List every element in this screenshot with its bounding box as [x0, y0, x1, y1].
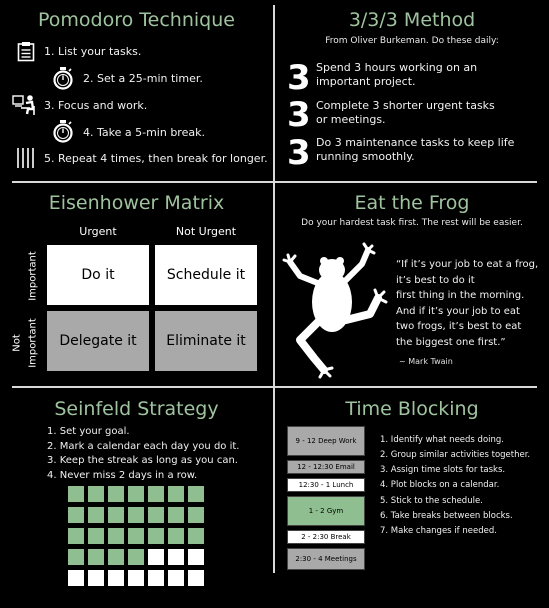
method333-item-3	[316, 136, 514, 165]
timeblocking-step-6: 6. Take breaks between blocks.	[380, 510, 513, 521]
tally-marks-icon	[16, 147, 36, 169]
method333-subtitle: From Oliver Burkeman. Do these daily:	[325, 36, 499, 46]
pomodoro-title: Pomodoro Technique	[38, 9, 235, 31]
calendar-day-marked	[108, 507, 124, 523]
quote-line-5: two frogs, it’s best to eat	[396, 321, 522, 332]
frog-subtitle: Do your hardest task first. The rest will be easier.	[301, 218, 523, 228]
vertical-divider	[273, 5, 275, 573]
horizontal-divider-top	[12, 181, 537, 183]
numeral-three-1: 3	[287, 58, 311, 98]
calendar-day-unmarked	[188, 549, 204, 565]
quote-line-6: the biggest one first.”	[396, 336, 506, 348]
quote-line-2: it’s best to do it	[396, 274, 475, 286]
matrix-cell-eliminate-it: Eliminate it	[155, 311, 257, 371]
calendar-day-unmarked	[148, 549, 164, 565]
method333-item-2-line-2: or meetings.	[316, 113, 386, 127]
streak-calendar	[68, 486, 204, 586]
quote-line-1: “If it’s your job to eat a frog,	[396, 259, 539, 270]
calendar-day-marked	[128, 528, 144, 544]
seinfeld-step-1: 1. Set your goal.	[47, 426, 130, 437]
time-block: 1 - 2 Gym	[287, 496, 365, 526]
numeral-three-3: 3	[287, 133, 311, 173]
calendar-day-marked	[148, 507, 164, 523]
calendar-day-marked	[108, 549, 124, 565]
frog-title: Eat the Frog	[354, 192, 470, 214]
frog-icon	[280, 240, 390, 380]
calendar-day-marked	[88, 486, 104, 502]
timeblocking-title: Time Blocking	[345, 398, 479, 420]
numeral-three-2: 3	[287, 95, 311, 135]
quote-line-3: first thing in the morning.	[396, 290, 525, 301]
checklist-icon	[17, 41, 35, 62]
timeblocking-step-1: 1. Identify what needs doing.	[380, 435, 504, 445]
quote-line-4: And if it’s your job to eat	[396, 305, 520, 317]
matrix-cell-do-it: Do it	[47, 245, 149, 305]
time-block: 9 - 12 Deep Work	[287, 426, 365, 456]
row-label-important-2: Important	[27, 318, 39, 368]
calendar-day-marked	[128, 507, 144, 523]
person-at-desk-icon	[12, 94, 38, 116]
seinfeld-step-2: 2. Mark a calendar each day you do it.	[47, 440, 240, 452]
calendar-day-marked	[168, 486, 184, 502]
calendar-day-unmarked	[168, 549, 184, 565]
method333-title: 3/3/3 Method	[348, 9, 476, 31]
calendar-day-marked	[68, 528, 84, 544]
time-block: 2 - 2:30 Break	[287, 530, 365, 544]
timeblocking-step-2: 2. Group similar activities together.	[380, 450, 531, 461]
frog-quote	[396, 257, 538, 350]
time-block-column	[287, 426, 365, 570]
calendar-day-unmarked	[68, 570, 84, 586]
calendar-day-marked	[168, 507, 184, 523]
calendar-day-marked	[88, 528, 104, 544]
seinfeld-steps	[47, 425, 239, 483]
col-label-not-urgent: Not Urgent	[175, 225, 237, 238]
time-block: 2:30 - 4 Meetings	[287, 548, 365, 570]
method333-item-1-line-1: Spend 3 hours working on an	[316, 61, 478, 74]
method333-item-1-line-2: important project.	[316, 75, 416, 89]
calendar-day-unmarked	[88, 570, 104, 586]
timeblocking-steps	[380, 433, 530, 539]
seinfeld-step-3: 3. Keep the streak as long as you can.	[47, 455, 238, 466]
matrix-cell-schedule-it: Schedule it	[155, 245, 257, 305]
timeblocking-step-4: 4. Plot blocks on a calendar.	[380, 480, 500, 491]
calendar-day-marked	[188, 507, 204, 523]
calendar-day-marked	[108, 528, 124, 544]
seinfeld-step-4: 4. Never miss 2 days in a row.	[47, 469, 198, 481]
calendar-day-marked	[68, 507, 84, 523]
calendar-day-marked	[188, 486, 204, 502]
calendar-day-unmarked	[148, 570, 164, 586]
pomodoro-step-1: 1. List your tasks.	[44, 45, 142, 58]
calendar-day-marked	[128, 486, 144, 502]
stopwatch-icon	[52, 119, 74, 143]
col-label-urgent: Urgent	[79, 225, 117, 238]
row-label-important: Important	[27, 251, 39, 301]
pomodoro-step-2: 2. Set a 25-min timer.	[83, 72, 203, 85]
calendar-day-marked	[128, 549, 144, 565]
timeblocking-step-7: 7. Make changes if needed.	[380, 525, 497, 536]
pomodoro-step-3: 3. Focus and work.	[44, 99, 148, 112]
method333-item-2	[316, 99, 495, 128]
calendar-day-marked	[188, 528, 204, 544]
timeblocking-step-5: 5. Stick to the schedule.	[380, 495, 483, 506]
calendar-day-marked	[88, 507, 104, 523]
calendar-day-unmarked	[188, 570, 204, 586]
seinfeld-title: Seinfeld Strategy	[54, 398, 219, 420]
calendar-day-marked	[108, 486, 124, 502]
row-label-not: Not	[11, 334, 23, 352]
calendar-day-marked	[68, 486, 84, 502]
calendar-day-marked	[88, 549, 104, 565]
timeblocking-step-3: 3. Assign time slots for tasks.	[380, 465, 506, 476]
matrix-cell-delegate-it: Delegate it	[47, 311, 149, 371]
eisenhower-title: Eisenhower Matrix	[48, 192, 225, 214]
method333-item-3-line-2: running smoothly.	[316, 150, 415, 164]
stopwatch-icon	[52, 66, 74, 90]
calendar-day-unmarked	[168, 570, 184, 586]
calendar-day-marked	[68, 549, 84, 565]
method333-item-2-line-1: Complete 3 shorter urgent tasks	[316, 99, 495, 112]
method333-item-3-line-1: Do 3 maintenance tasks to keep life	[316, 136, 515, 149]
horizontal-divider-bottom	[12, 386, 537, 388]
calendar-day-unmarked	[108, 570, 124, 586]
pomodoro-step-4: 4. Take a 5-min break.	[83, 126, 205, 139]
calendar-day-marked	[148, 486, 164, 502]
time-block: 12:30 - 1 Lunch	[287, 478, 365, 492]
calendar-day-marked	[148, 528, 164, 544]
method333-item-1	[316, 61, 477, 90]
time-block: 12 - 12:30 Email	[287, 460, 365, 474]
quote-attribution: ~ Mark Twain	[399, 357, 453, 366]
calendar-day-marked	[168, 528, 184, 544]
calendar-day-unmarked	[128, 570, 144, 586]
pomodoro-step-5: 5. Repeat 4 times, then break for longer.	[44, 152, 268, 165]
